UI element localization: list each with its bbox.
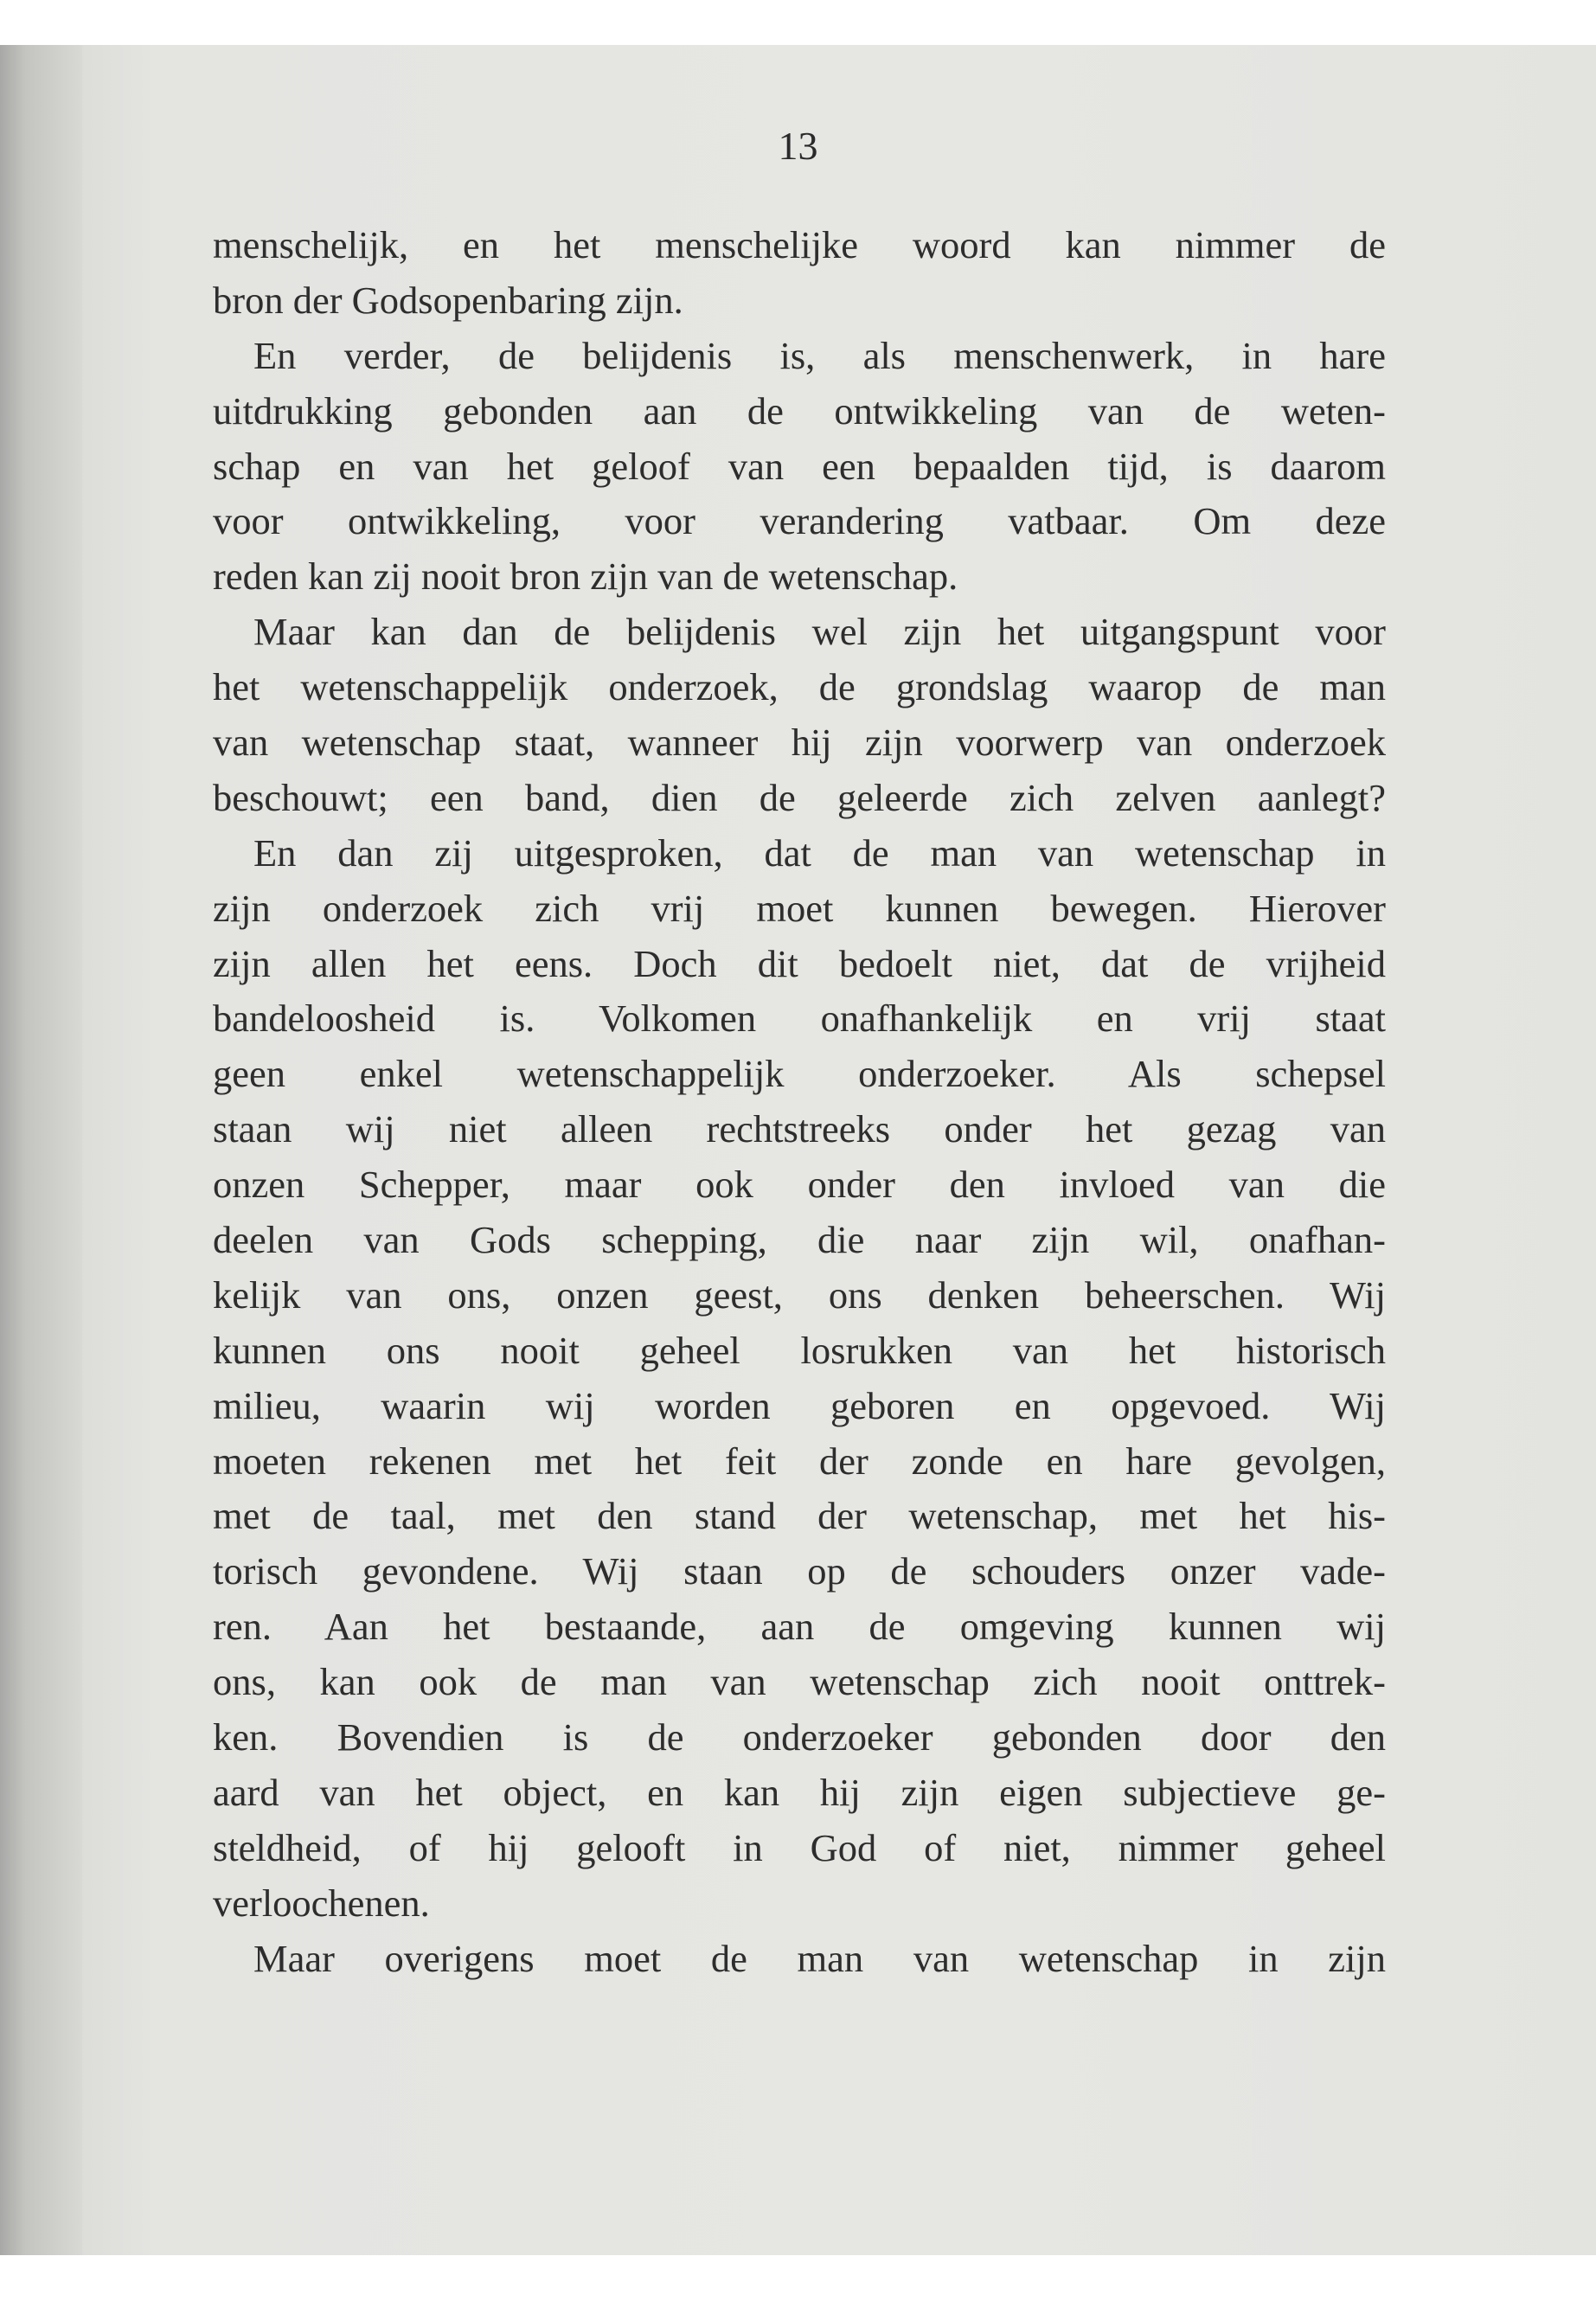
text-line: ren. Aan het bestaande, aan de omgeving kunnen wij [213, 1605, 1386, 1649]
text-line: torisch gevondene. Wij staan op de schouders onzer vade- [213, 1549, 1386, 1593]
text-line: steldheid, of hij gelooft in God of niet, nimmer geheel [213, 1825, 1386, 1869]
text-line: bandeloosheid is. Volkomen onafhankelijk en vrij staat [213, 997, 1386, 1041]
text-line: moeten rekenen met het feit der zonde en hare gevolgen, [213, 1439, 1386, 1483]
text-line: zijn onderzoek zich vrij moet kunnen bewegen. Hierover [213, 886, 1386, 930]
text-line: kelijk van ons, onzen geest, ons denken beheerschen. Wij [213, 1272, 1386, 1317]
text-line: menschelijk, en het menschelijke woord kan nimmer de [213, 223, 1386, 266]
text-line: kunnen ons nooit geheel losrukken van het historisch [213, 1328, 1386, 1372]
text-line: ons, kan ook de man van wetenschap zich nooit onttrek- [213, 1660, 1386, 1704]
text-line: uitdrukking gebonden aan de ontwikkeling van de weten- [213, 388, 1386, 433]
text-line: verloochenen. [213, 1881, 430, 1925]
text-line: van wetenschap staat, wanneer hij zijn voorwerp van onderzoek [213, 721, 1386, 765]
text-line: beschouwt; een band, dien de geleerde zich zelven aanlegt? [213, 775, 1386, 819]
text-line: ken. Bovendien is de onderzoeker gebonden door den [213, 1715, 1386, 1759]
text-line: aard van het object, en kan hij zijn eigen subjectieve ge- [213, 1770, 1386, 1814]
text-line: met de taal, met den stand der wetenschap, met het his- [213, 1494, 1386, 1538]
text-line: Maar kan dan de belijdenis wel zijn het uitgangspunt voor [253, 610, 1386, 654]
body-text [213, 218, 1386, 1987]
text-line: bron der Godsopenbaring zijn. [213, 278, 683, 322]
text-line: voor ontwikkeling, voor verandering vatbaar. Om deze [213, 499, 1386, 543]
page-gutter-shadow [0, 45, 82, 2255]
text-line: deelen van Gods schepping, die naar zijn wil, onafhan- [213, 1218, 1386, 1262]
text-line: milieu, waarin wij worden geboren en opgevoed. Wij [213, 1383, 1386, 1427]
text-line: En dan zij uitgesproken, dat de man van wetenschap in [253, 830, 1386, 875]
text-line: zijn allen het eens. Doch dit bedoelt niet, dat de vrijheid [213, 941, 1386, 985]
text-line: het wetenschappelijk onderzoek, de grondslag waarop de man [213, 665, 1386, 709]
text-line: schap en van het geloof van een bepaalden tijd, is daarom [213, 444, 1386, 488]
text-line: onzen Schepper, maar ook onder den invloed van die [213, 1163, 1386, 1207]
text-line: En verder, de belijdenis is, als menschenwerk, in hare [253, 333, 1386, 377]
text-line: Maar overigens moet de man van wetenschap in zijn [253, 1936, 1386, 1980]
text-line: staan wij niet alleen rechtstreeks onder het gezag van [213, 1107, 1386, 1151]
page-number: 13 [778, 124, 818, 168]
text-line: reden kan zij nooit bron zijn van de wetenschap. [213, 554, 958, 599]
text-line: geen enkel wetenschappelijk onderzoeker. Als schepsel [213, 1052, 1386, 1096]
